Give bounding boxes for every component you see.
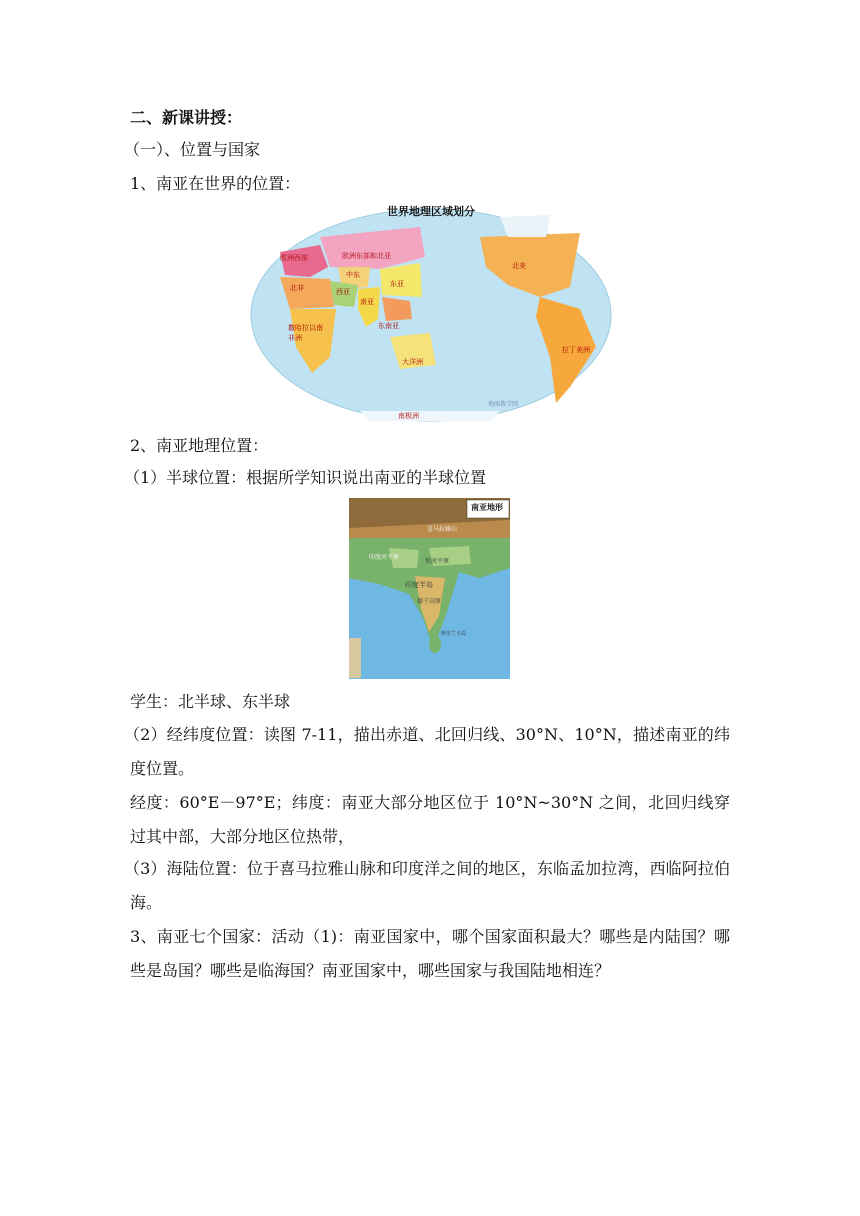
label-west-asia: 西亚 xyxy=(336,288,350,296)
paragraph-lon-lat-answer: 经度：60°E－97°E；纬度：南亚大部分地区位于 10°N~30°N 之间，北回归线穿过其中部，大部分地区位热带， xyxy=(130,793,730,846)
label-oceania: 大洋洲 xyxy=(402,358,423,366)
label-antarctica: 南极洲 xyxy=(398,412,419,420)
label-indus: 印度河平原 xyxy=(369,554,400,561)
item-2-1: （1）半球位置：根据所学知识说出南亚的半球位置 xyxy=(124,468,487,487)
world-region-map xyxy=(250,197,612,423)
item-2-heading: 2、南亚地理位置： xyxy=(130,436,269,455)
label-sub-saharan: 撒哈拉以南非洲 xyxy=(288,324,323,342)
label-southeast-asia: 东南亚 xyxy=(378,322,399,330)
world-map-title: 世界地理区域划分 xyxy=(387,205,475,218)
paragraph-lat-lon: （2）经纬度位置：读图 7-11，描出赤道、北回归线、30°N、10°N，描述南亚的纬度位置。 xyxy=(124,725,730,778)
label-ganges: 恒河平原 xyxy=(425,558,450,565)
student-answer: 学生：北半球、东半球 xyxy=(130,692,291,711)
map-watermark: 地图教学网 xyxy=(488,401,519,408)
item-1-heading: 1、南亚在世界的位置： xyxy=(130,174,301,193)
label-north-america: 北美 xyxy=(512,262,526,270)
label-peninsula: 印度半岛 xyxy=(405,581,433,589)
label-middle-east: 中东 xyxy=(346,271,360,279)
paragraph-sea-land: （3）海陆位置：位于喜马拉雅山脉和印度洋之间的地区，东临孟加拉湾，西临阿拉伯海。 xyxy=(124,859,730,912)
label-east-asia: 东亚 xyxy=(390,280,404,288)
label-himalaya: 喜马拉雅山 xyxy=(427,526,458,533)
sub-heading: （一）、位置与国家 xyxy=(124,140,261,159)
label-europe-east: 欧洲东部和北亚 xyxy=(342,252,391,260)
paragraph-seven-countries: 3、南亚七个国家：活动（1)：南亚国家中，哪个国家面积最大？哪些是内陆国？哪些是岛国？哪些是临海国？南亚国家中，哪些国家与我国陆地相连？ xyxy=(130,927,730,980)
label-north-africa: 北非 xyxy=(290,284,304,292)
label-deccan: 德干高原 xyxy=(417,598,442,605)
south-asia-terrain-map xyxy=(349,498,510,679)
label-latin-america: 拉丁美洲 xyxy=(562,346,590,354)
section-heading: 二、新课讲授： xyxy=(130,108,243,127)
label-south-asia: 南亚 xyxy=(360,298,374,306)
label-europe-west: 欧洲西部 xyxy=(280,254,308,262)
label-srilanka: 斯里兰卡岛 xyxy=(441,631,467,637)
terrain-map-title: 南亚地形 xyxy=(471,503,503,512)
